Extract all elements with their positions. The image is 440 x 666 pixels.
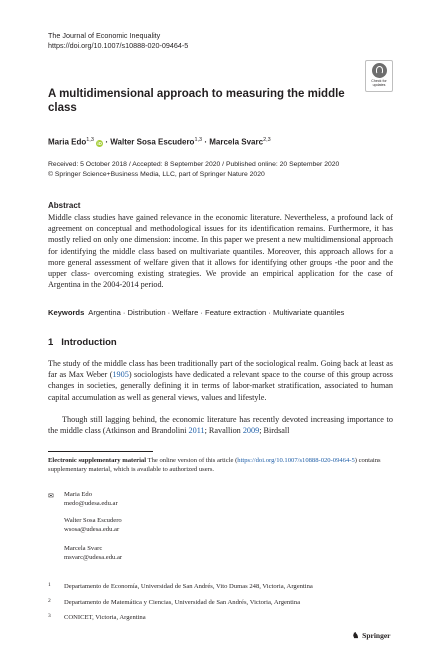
author-affiliation-ref: 1,3 [86,137,94,143]
paragraph-text: ) sociologists have dedicated a relevant space to the course of this group across changes in societies, generally defining it in terms of labor-market stratification, associated to human capital accumulation as well as general views, values and lifestyle. [48,370,393,402]
esm-text: ) contains supplementary material, which is available to authorized users. [48,457,381,473]
abstract-text: Middle class studies have gained relevance in the economic literature. Nevertheless, a profound lack of agreement on conceptual and methodological issues for its identification remains. Furthermore, it has mostly relied on only one dimension: income. In this paper we present a new multidimensional approach for identifying the middle class based on multivariate quantiles. Moreover, this approach allows for a more general assessment of welfare given that it allows for identifying other groups -the poor and the upper class- overcoming existing strategies. We provide an empirical application for the case of Argentina in the 2004-2014 period. [48,213,393,290]
esm-text: The online version of this article ( [146,457,238,464]
author-name: Walter Sosa Escudero [110,137,195,147]
affiliation-text: CONICET, Victoria, Argentina [64,614,146,621]
author-name: Marcela Svarc [209,137,264,147]
badge-label-2: updates [372,83,386,87]
esm-label: Electronic supplementary material [48,457,147,464]
contact-name: Walter Sosa Escudero [64,517,122,524]
affiliation-number: 3 [48,613,51,619]
contact-email[interactable]: wsosa@udesa.edu.ar [64,526,120,533]
citation-link[interactable]: 2009 [242,426,260,436]
author-separator: · [105,137,109,147]
article-title: A multidimensional approach to measuring the middle class [48,88,345,114]
section-title: Introduction [61,337,117,348]
article-doi[interactable]: https://doi.org/10.1007/s10888-020-09464-5 [48,41,189,50]
paragraph-text: ; Birdsall [259,426,290,436]
supplementary-material-note [48,457,388,474]
publication-dates: Received: 5 October 2018 / Accepted: 8 September 2020 / Published online: 20 September 2020 [48,161,340,168]
keywords [48,308,393,318]
paragraph-text: The study of the middle class has been traditionally part of the sociological realm. Going back at least as far as Max Weber ( [48,359,393,380]
publisher-name: Springer [362,631,391,640]
abstract-heading: Abstract [48,201,81,210]
springer-horse-icon: ♞ [352,631,360,640]
springer-logo [352,631,391,641]
author-name: Maria Edo [48,137,87,147]
contact-name: Marcela Svarc [64,545,103,552]
keywords-heading: Keywords [48,308,85,317]
citation-link[interactable]: 2011 [188,426,205,436]
section-number: 1 [48,337,54,348]
badge-label-1: Check for [371,79,387,83]
check-updates-icon [372,63,387,78]
contact-email[interactable]: medo@udesa.edu.ar [64,500,118,507]
check-for-updates-badge[interactable] [365,60,393,92]
keywords-list: Argentina · Distribution · Welfare · Feature extraction · Multivariate quantiles [88,308,345,317]
affiliation-text: Departamento de Matemática y Ciencias, Universidad de San Andrés, Victoria, Argentina [64,599,301,606]
affiliation-number: 1 [48,582,51,588]
intro-paragraph-2 [48,414,393,436]
mail-icon: ✉ [48,492,54,500]
affiliation-number: 2 [48,598,51,604]
journal-name: The Journal of Economic Inequality [48,31,161,40]
author-separator: · [204,137,208,147]
copyright-notice: © Springer Science+Business Media, LLC, part of Springer Nature 2020 [48,171,265,178]
orcid-icon[interactable]: iD [97,140,102,146]
paragraph-text: Though still lagging behind, the economic literature has recently devoted increasing importance to the middle class (Atkinson and Brandolini [48,415,393,436]
contact-name: Maria Edo [64,491,93,498]
contact-email[interactable]: msvarc@udesa.edu.ar [64,554,123,561]
citation-link[interactable]: 1905 [112,370,129,380]
paragraph-text: ; Ravallion [204,426,243,436]
affiliation-text: Departamento de Economía, Universidad de San Andrés, Vito Dumas 248, Victoria, Argentina [64,583,313,590]
author-affiliation-ref: 1,3 [194,137,203,143]
intro-paragraph-1 [48,358,393,403]
esm-link[interactable]: https://doi.org/10.1007/s10888-020-09464-5 [237,457,355,464]
footnote-divider [48,451,153,452]
author-affiliation-ref: 2,3 [263,137,271,143]
section-heading [48,337,117,349]
author-list [48,135,271,148]
